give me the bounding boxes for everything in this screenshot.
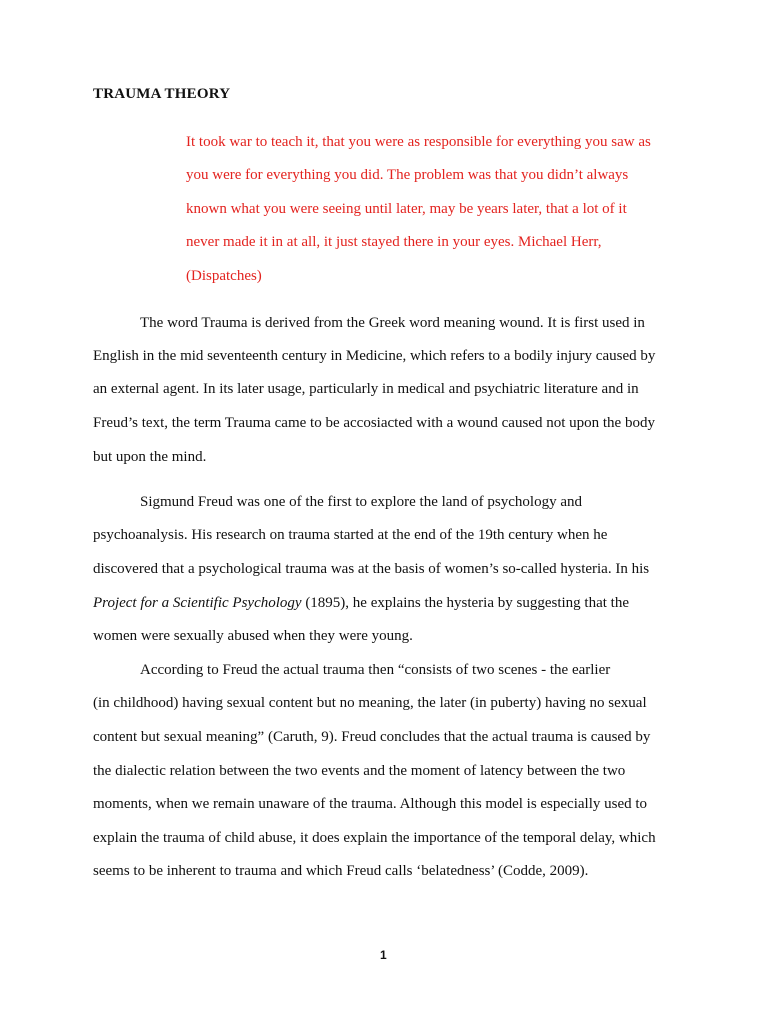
page-number: 1 (380, 948, 387, 962)
paragraph-line: Sigmund Freud was one of the first to explore the land of psychology and (140, 494, 583, 510)
epigraph-line: known what you were seeing until later, may be years later, that a lot of it (186, 201, 627, 217)
paragraph-line: the dialectic relation between the two events and the moment of latency between the two (93, 763, 626, 779)
document-heading: TRAUMA THEORY (93, 86, 231, 102)
epigraph-line: never made it in at all, it just stayed there in your eyes. Michael Herr, (186, 234, 602, 250)
paragraph-line: an external agent. In its later usage, particularly in medical and psychiatric literature and in (93, 381, 639, 397)
paragraph-line-rest: (1895), he explains the hysteria by suggesting that the (301, 595, 629, 611)
epigraph-line: you were for everything you did. The problem was that you didn’t always (186, 167, 629, 183)
paragraph-line: but upon the mind. (93, 449, 207, 465)
paragraph-line: explain the trauma of child abuse, it does explain the importance of the temporal delay, which (93, 830, 656, 846)
paragraph-line: psychoanalysis. His research on trauma started at the end of the 19th century when he (93, 527, 608, 543)
paragraph-line (93, 594, 629, 612)
paragraph-line: The word Trauma is derived from the Greek word meaning wound. It is first used in (140, 315, 645, 331)
paragraph-line: discovered that a psychological trauma was at the basis of women’s so-called hysteria. In his (93, 561, 650, 577)
paragraph-line: content but sexual meaning” (Caruth, 9). Freud concludes that the actual trauma is caused by (93, 729, 651, 745)
book-title: Project for a Scientific Psychology (93, 595, 302, 611)
paragraph-line: (in childhood) having sexual content but no meaning, the later (in puberty) having no sexual (93, 695, 647, 711)
epigraph-line: It took war to teach it, that you were as responsible for everything you saw as (186, 134, 651, 150)
paragraph-line: seems to be inherent to trauma and which Freud calls ‘belatedness’ (Codde, 2009). (93, 863, 589, 879)
paragraph-line: Freud’s text, the term Trauma came to be accosiacted with a wound caused not upon the body (93, 415, 655, 431)
paragraph-line: English in the mid seventeenth century in Medicine, which refers to a bodily injury caused by (93, 348, 656, 364)
paragraph-line: women were sexually abused when they were young. (93, 628, 413, 644)
paragraph-line: According to Freud the actual trauma then “consists of two scenes - the earlier (140, 662, 611, 678)
epigraph-line: (Dispatches) (186, 268, 262, 284)
paragraph-line: moments, when we remain unaware of the trauma. Although this model is especially used to (93, 796, 648, 812)
